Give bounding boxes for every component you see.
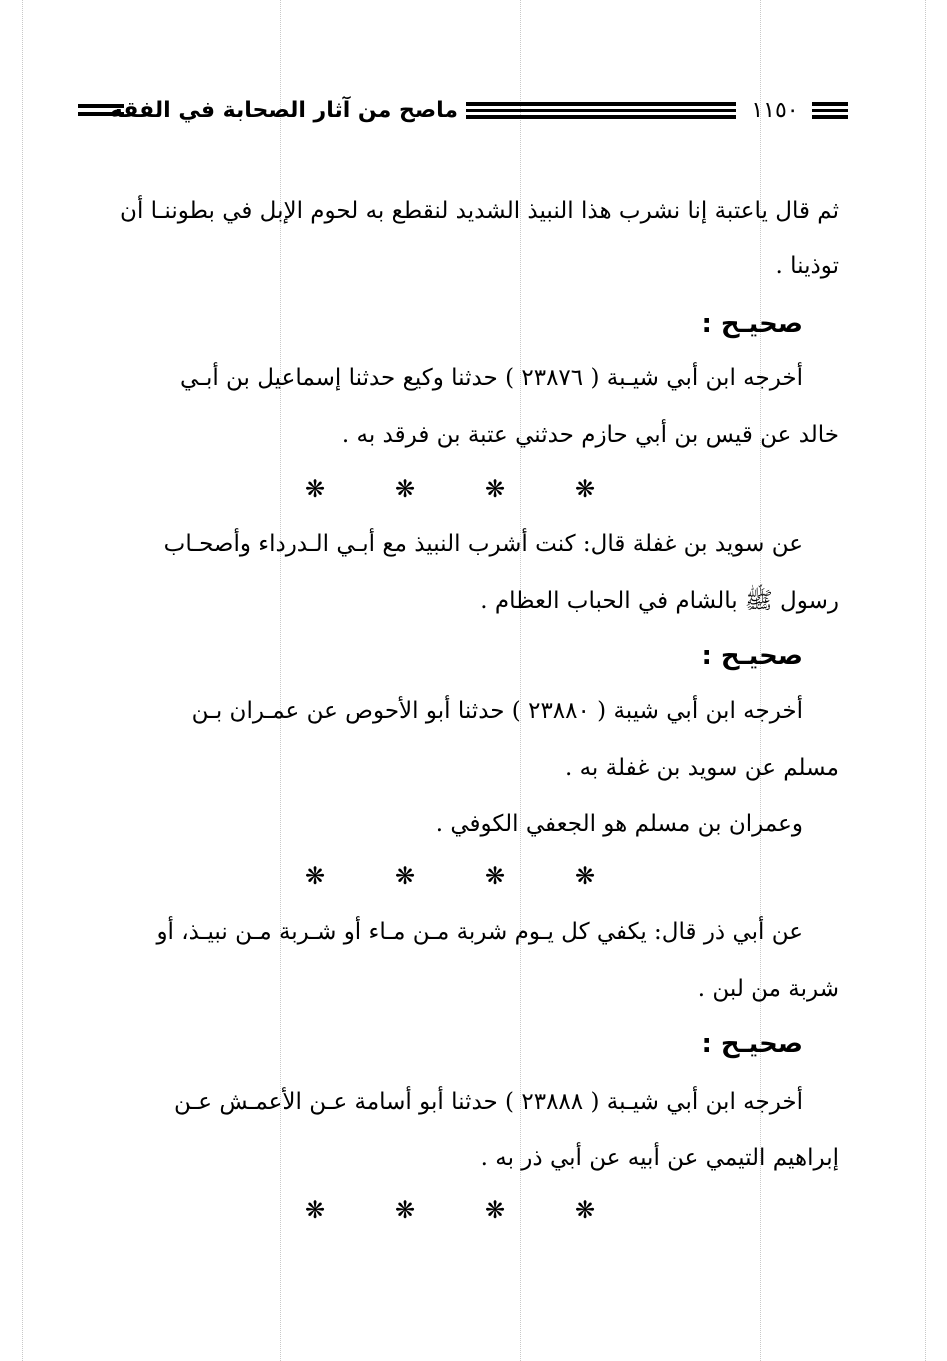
text-line: أخرجه ابن أبي شيبة ( ٢٣٨٨٠ ) حدثنا أبو الأحوص عن عمـران بـن bbox=[191, 698, 803, 724]
text-line: شربة من لبن . bbox=[697, 976, 839, 1002]
star-ornament: ❋ bbox=[394, 862, 416, 890]
text-line: خالد عن قيس بن أبي حازم حدثني عتبة بن فرقد به . bbox=[341, 422, 839, 448]
header-rule-middle bbox=[466, 102, 736, 106]
star-ornament: ❋ bbox=[394, 1196, 416, 1224]
section-heading: صحيـح : bbox=[701, 1029, 803, 1059]
text-line: وعمران بن مسلم هو الجعفي الكوفي . bbox=[435, 811, 803, 837]
text-line: ثم قال ياعتبة إنا نشرب هذا النبيذ الشديد لنقطع به لحوم الإبل في بطوننـا أن bbox=[120, 198, 839, 224]
header-rule-middle bbox=[466, 109, 736, 112]
page-number: ١١٥٠ bbox=[751, 98, 799, 123]
star-ornament: ❋ bbox=[574, 1196, 596, 1224]
scan-line bbox=[925, 0, 926, 1361]
star-ornament: ❋ bbox=[304, 475, 326, 503]
text-line: عن أبي ذر قال: يكفي كل يـوم شربة مـن مـاء أو شـربة مـن نبيـذ، أو bbox=[156, 919, 803, 945]
text-line: أخرجه ابن أبي شيـبة ( ٢٣٨٨٨ ) حدثنا أبو أسامة عـن الأعمـش عـن bbox=[174, 1089, 803, 1115]
header-rule-right bbox=[812, 102, 848, 106]
text-line: توذينا . bbox=[775, 253, 839, 279]
header-title: ماصح من آثار الصحابة في الفقه bbox=[109, 98, 458, 123]
ornament-separator bbox=[300, 862, 600, 892]
text-line: إبراهيم التيمي عن أبيه عن أبي ذر به . bbox=[480, 1145, 839, 1171]
star-ornament: ❋ bbox=[484, 1196, 506, 1224]
ornament-separator bbox=[300, 475, 600, 505]
header-rule-right bbox=[812, 109, 848, 112]
ornament-separator bbox=[300, 1196, 600, 1226]
star-ornament: ❋ bbox=[304, 1196, 326, 1224]
section-heading: صحيـح : bbox=[701, 641, 803, 671]
text-line: مسلم عن سويد بن غفلة به . bbox=[564, 755, 839, 781]
section-heading: صحيـح : bbox=[701, 309, 803, 339]
text-line: عن سويد بن غفلة قال: كنت أشرب النبيذ مع أبـي الـدرداء وأصحـاب bbox=[163, 531, 803, 557]
scan-line bbox=[22, 0, 23, 1361]
star-ornament: ❋ bbox=[574, 862, 596, 890]
header-rule-right bbox=[812, 115, 848, 119]
text-line: أخرجه ابن أبي شيـبة ( ٢٣٨٧٦ ) حدثنا وكيع حدثنا إسماعيل بن أبـي bbox=[180, 365, 803, 391]
text-line: رسول ﷺ بالشام في الحباب العظام . bbox=[480, 588, 839, 614]
header-rule-middle bbox=[466, 115, 736, 119]
running-header bbox=[78, 96, 848, 132]
star-ornament: ❋ bbox=[304, 862, 326, 890]
star-ornament: ❋ bbox=[484, 862, 506, 890]
star-ornament: ❋ bbox=[484, 475, 506, 503]
star-ornament: ❋ bbox=[574, 475, 596, 503]
star-ornament: ❋ bbox=[394, 475, 416, 503]
